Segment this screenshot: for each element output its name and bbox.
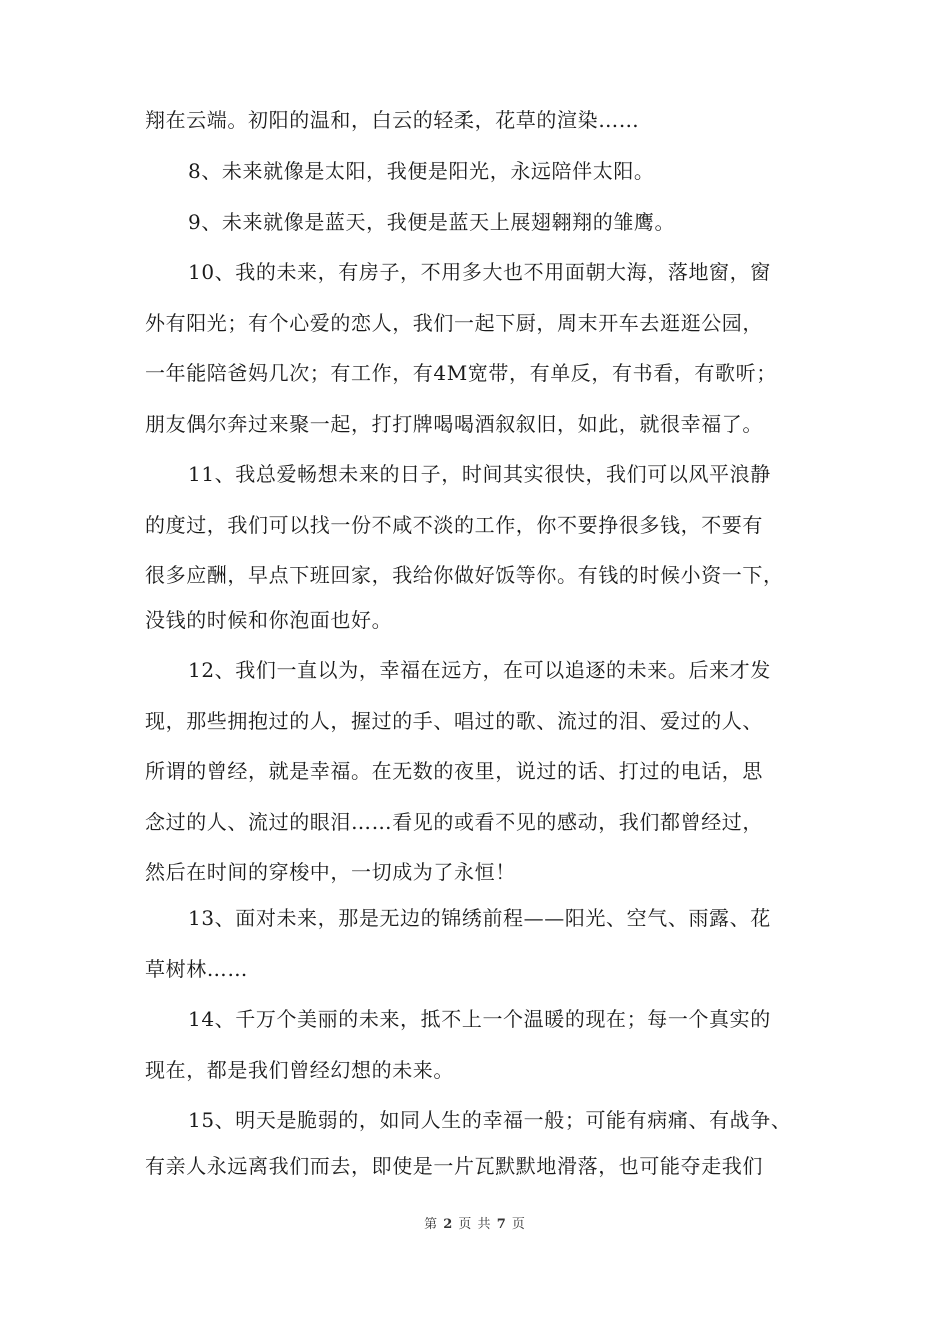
text-line: 14、千万个美丽的未来，抵不上一个温暖的现在；每一个真实的 [188, 1007, 771, 1031]
text-line: 然后在时间的穿梭中，一切成为了永恒！ [145, 860, 516, 884]
text-line: 一年能陪爸妈几次；有工作，有4M宽带，有单反，有书看，有歌听； [145, 361, 777, 385]
text-line: 现在，都是我们曾经幻想的未来。 [145, 1058, 454, 1082]
text-line: 9、未来就像是蓝天，我便是蓝天上展翅翱翔的雏鹰。 [188, 210, 676, 234]
footer-suffix: 页 [511, 1217, 526, 1232]
footer-middle: 页 共 [458, 1217, 492, 1232]
text-line: 12、我们一直以为，幸福在远方，在可以追逐的未来。后来才发 [188, 658, 771, 682]
text-line: 朋友偶尔奔过来聚一起，打打牌喝喝酒叙叙旧，如此，就很幸福了。 [145, 412, 763, 436]
text-line: 外有阳光；有个心爱的恋人，我们一起下厨，周末开车去逛逛公园， [145, 311, 763, 335]
text-line: 13、面对未来，那是无边的锦绣前程——阳光、空气、雨露、花 [188, 906, 771, 930]
total-pages-number: 7 [496, 1217, 507, 1232]
text-line: 所谓的曾经，就是幸福。在无数的夜里，说过的话、打过的电话，思 [145, 759, 763, 783]
text-line: 8、未来就像是太阳，我便是阳光，永远陪伴太阳。 [188, 159, 655, 183]
text-line: 很多应酬，早点下班回家，我给你做好饭等你。有钱的时候小资一下， [145, 563, 784, 587]
text-line: 没钱的时候和你泡面也好。 [145, 608, 393, 632]
text-line: 草树林…… [145, 957, 248, 981]
text-line: 念过的人、流过的眼泪……看见的或看不见的感动，我们都曾经过， [145, 810, 763, 834]
footer-prefix: 第 [424, 1217, 439, 1232]
text-line: 15、明天是脆弱的，如同人生的幸福一般；可能有病痛、有战争、 [188, 1108, 792, 1132]
text-line: 11、我总爱畅想未来的日子，时间其实很快，我们可以风平浪静 [188, 462, 771, 486]
text-line: 有亲人永远离我们而去，即使是一片瓦默默地滑落，也可能夺走我们 [145, 1154, 763, 1178]
page-footer [0, 1216, 950, 1234]
text-line: 现，那些拥抱过的人，握过的手、唱过的歌、流过的泪、爱过的人、 [145, 709, 763, 733]
current-page-number: 2 [443, 1217, 454, 1232]
text-line: 的度过，我们可以找一份不咸不淡的工作，你不要挣很多钱，不要有 [145, 513, 763, 537]
text-line: 翔在云端。初阳的温和，白云的轻柔，花草的渲染…… [145, 108, 640, 132]
text-line: 10、我的未来，有房子，不用多大也不用面朝大海，落地窗，窗 [188, 260, 771, 284]
